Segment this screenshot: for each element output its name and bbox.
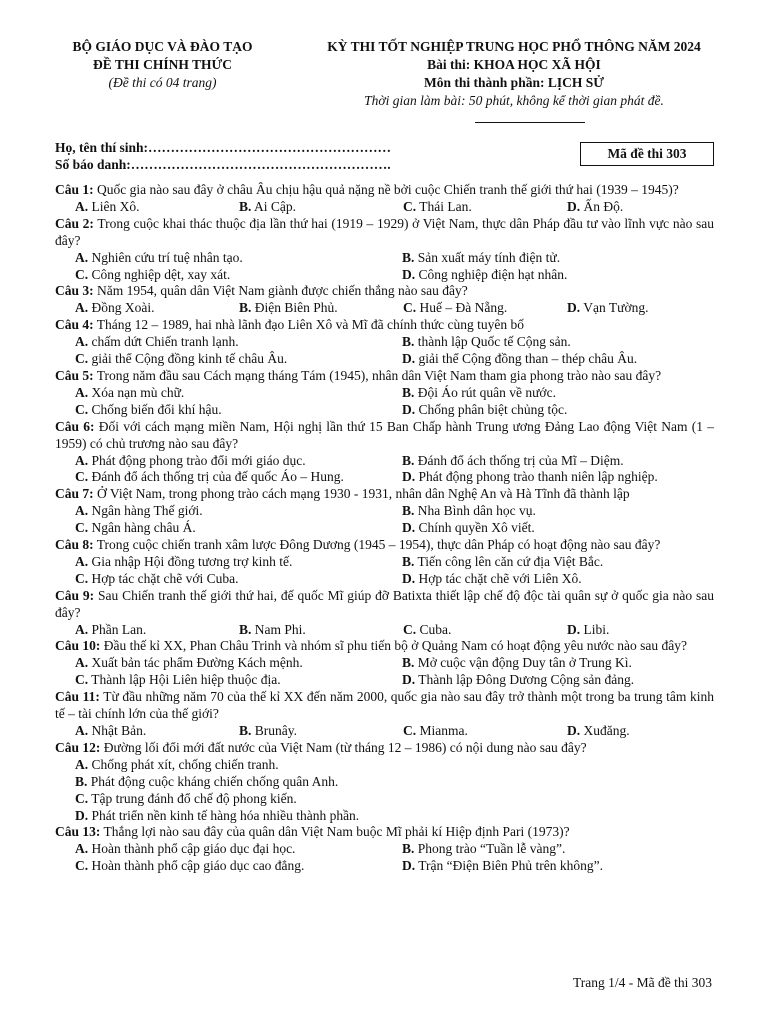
answer-option (75, 757, 714, 774)
option-text: Thành lập Đông Dương Cộng sản đảng. (418, 672, 635, 688)
answer-options (55, 453, 714, 487)
option-letter: C. (75, 266, 89, 282)
answer-option (75, 469, 402, 486)
option-letter: A. (75, 756, 89, 772)
answer-option (75, 774, 714, 791)
option-text: Đánh đổ ách thống trị của đế quốc Áo – Hung. (91, 469, 344, 485)
option-letter: B. (239, 300, 252, 316)
answer-option (75, 808, 714, 825)
option-letter: A. (75, 621, 89, 637)
option-letter: A. (75, 334, 89, 350)
answer-option (239, 300, 403, 317)
option-text: Cuba. (419, 621, 452, 637)
answer-option (75, 351, 402, 368)
question-9 (55, 588, 714, 639)
question-number: Câu 5: (55, 367, 94, 383)
question-text: Đường lối đổi mới đất nước của Việt Nam (từ tháng 12 – 1986) có nội dung nào sau đây? (103, 739, 587, 755)
candidate-name-field: Họ, tên thí sinh:……………………………………………… (55, 140, 392, 155)
answer-option (402, 453, 714, 470)
option-text: Thái Lan. (419, 198, 472, 214)
question-number: Câu 12: (55, 739, 101, 755)
option-text: Libi. (583, 621, 610, 637)
question-7 (55, 486, 714, 537)
question-text: Đối với cách mạng miền Nam, Hội nghị lần thứ 15 Ban Chấp hành Trung ương Đảng Lao động Việt Nam (1 – 1959) có chủ trương nào sau đây? (55, 418, 715, 451)
option-text: Đánh đổ ách thống trị của Mĩ – Diệm. (417, 452, 624, 468)
option-letter: A. (75, 723, 89, 738)
option-text: Thành lập Hội Liên hiệp thuộc địa. (91, 672, 281, 688)
exam-duration: Thời gian làm bài: 50 phút, không kể thời gian phát đề. (364, 93, 664, 108)
option-letter: C. (75, 520, 89, 536)
option-text: Ai Cập. (254, 198, 297, 214)
answer-option (403, 622, 567, 639)
option-text: Công nghiệp dệt, xay xát. (91, 266, 231, 282)
option-text: Mianma. (419, 723, 468, 738)
option-text: Mở cuộc vận động Duy tân ở Trung Kì. (417, 655, 632, 671)
page-footer: Trang 1/4 - Mã đề thi 303 (573, 975, 712, 990)
option-text: Phát động cuộc kháng chiến chống quân Anh. (90, 773, 339, 789)
option-letter: A. (75, 384, 89, 400)
question-12 (55, 740, 714, 825)
question-number: Câu 8: (55, 537, 94, 553)
question-number: Câu 6: (55, 418, 95, 434)
option-letter: A. (75, 841, 89, 857)
ministry-name: BỘ GIÁO DỤC VÀ ĐÀO TẠO (72, 39, 253, 54)
question-stem (55, 486, 714, 503)
option-text: Hợp tác chặt chẽ với Liên Xô. (418, 570, 582, 586)
answer-option (75, 334, 402, 351)
question-4 (55, 317, 714, 368)
answer-option (402, 858, 714, 875)
option-letter: D. (402, 858, 416, 874)
answer-option (75, 503, 402, 520)
option-letter: A. (75, 553, 89, 569)
answer-option (75, 841, 402, 858)
answer-option (402, 250, 714, 267)
option-letter: D. (567, 300, 581, 316)
question-list (55, 182, 714, 875)
question-2 (55, 216, 714, 284)
option-letter: C. (403, 300, 417, 316)
option-text: Phong trào “Tuần lễ vàng”. (417, 841, 566, 857)
option-text: Hoàn thành phổ cập giáo dục cao đẳng. (91, 858, 305, 874)
answer-option (75, 385, 402, 402)
answer-options (55, 199, 714, 216)
answer-option (239, 723, 403, 740)
option-letter: C. (403, 198, 417, 214)
option-letter: A. (75, 249, 89, 265)
option-letter: D. (567, 198, 581, 214)
option-text: Ấn Độ. (583, 198, 624, 214)
option-letter: B. (402, 334, 415, 350)
answer-option (75, 622, 239, 639)
option-text: Đồng Xoài. (91, 300, 155, 316)
option-text: Hoàn thành phổ cập giáo dục đại học. (91, 841, 296, 857)
option-letter: D. (402, 266, 416, 282)
option-letter: D. (402, 469, 416, 485)
exam-subject: Môn thi thành phần: LỊCH SỬ (424, 75, 604, 90)
answer-option (75, 520, 402, 537)
question-number: Câu 2: (55, 215, 94, 231)
option-letter: B. (402, 553, 415, 569)
answer-option (403, 199, 567, 216)
answer-option (75, 858, 402, 875)
question-5 (55, 368, 714, 419)
option-letter: C. (75, 351, 89, 367)
question-text: Trong năm đầu sau Cách mạng tháng Tám (1945), nhân dân Việt Nam tham gia phong trào nào sau đây? (96, 367, 662, 383)
question-number: Câu 10: (55, 638, 101, 654)
option-text: chấm dứt Chiến tranh lạnh. (91, 334, 239, 350)
question-text: Sau Chiến tranh thế giới thứ hai, đế quốc Mĩ giúp đỡ Batixta thiết lập chế độ độc tài quân sự ở quốc gia nào sau đây? (55, 587, 714, 620)
option-text: Phát động phong trào đổi mới giáo dục. (91, 452, 306, 468)
option-text: Chính quyền Xô viết. (418, 520, 535, 536)
option-text: Brunây. (254, 723, 298, 738)
official-exam-label: ĐỀ THI CHÍNH THỨC (93, 57, 232, 72)
option-letter: C. (75, 469, 89, 485)
answer-option (75, 267, 402, 284)
question-stem (55, 216, 714, 250)
option-letter: A. (75, 655, 89, 671)
answer-options (55, 757, 714, 825)
option-text: Nha Bình dân học vụ. (417, 503, 536, 519)
answer-option (402, 672, 714, 689)
option-letter: D. (402, 570, 416, 586)
exam-title-block (305, 38, 723, 110)
answer-option (402, 267, 714, 284)
option-letter: D. (402, 351, 416, 367)
answer-option (75, 672, 402, 689)
option-letter: B. (402, 655, 415, 671)
answer-option (402, 571, 714, 588)
option-letter: C. (403, 723, 417, 738)
candidate-id-field: Số báo danh:…………………………………………………. (55, 157, 391, 172)
question-text: Năm 1954, quân dân Việt Nam giành được chiến thắng nào sau đây? (97, 283, 468, 299)
exam-title: KỲ THI TỐT NGHIỆP TRUNG HỌC PHỔ THÔNG NĂM 2024 (327, 39, 701, 54)
option-letter: D. (567, 723, 581, 738)
page-count-note: (Đề thi có 04 trang) (108, 75, 217, 90)
option-text: Nghiên cứu trí tuệ nhân tạo. (91, 249, 243, 265)
option-text: Công nghiệp điện hạt nhân. (418, 266, 568, 282)
option-letter: C. (75, 790, 89, 806)
answer-option (75, 402, 402, 419)
question-stem (55, 419, 714, 453)
option-letter: C. (403, 621, 417, 637)
option-text: Huế – Đà Nẵng. (419, 300, 508, 316)
answer-options (55, 655, 714, 689)
option-letter: D. (402, 672, 416, 688)
question-stem (55, 317, 714, 334)
option-letter: D. (75, 807, 89, 823)
exam-code-box: Mã đề thi 303 (580, 142, 714, 166)
exam-header (55, 38, 723, 128)
question-stem (55, 740, 714, 757)
question-number: Câu 3: (55, 283, 94, 299)
question-8 (55, 537, 714, 588)
answer-option (75, 199, 239, 216)
answer-option (402, 469, 714, 486)
option-text: Vạn Tường. (583, 300, 649, 316)
question-text: Thắng lợi nào sau đây của quân dân Việt Nam buộc Mĩ phải kí Hiệp định Pari (1973)? (103, 824, 570, 840)
question-number: Câu 13: (55, 824, 101, 840)
answer-option (402, 554, 714, 571)
option-text: Chống phát xít, chống chiến tranh. (91, 756, 279, 772)
option-letter: C. (75, 672, 89, 688)
answer-option (75, 791, 714, 808)
option-letter: B. (402, 249, 415, 265)
option-letter: A. (75, 198, 89, 214)
answer-options (55, 334, 714, 368)
answer-options (55, 622, 714, 639)
question-number: Câu 9: (55, 587, 95, 603)
question-6 (55, 419, 714, 487)
candidate-info (55, 139, 391, 173)
option-text: Phần Lan. (91, 621, 147, 637)
question-number: Câu 1: (55, 182, 94, 197)
answer-option (75, 723, 239, 740)
question-text: Quốc gia nào sau đây ở châu Âu chịu hậu quả nặng nề bởi cuộc Chiến tranh thế giới thứ hai (1939 – 1945)? (97, 182, 679, 197)
option-letter: B. (75, 773, 88, 789)
question-number: Câu 4: (55, 317, 94, 333)
option-text: Gia nhập Hội đồng tương trợ kinh tế. (91, 553, 293, 569)
answer-option (239, 622, 403, 639)
option-letter: C. (75, 570, 89, 586)
answer-option (75, 655, 402, 672)
option-letter: B. (402, 384, 415, 400)
option-letter: B. (402, 841, 415, 857)
option-text: giải thể Cộng đồng kinh tế châu Âu. (91, 351, 288, 367)
answer-option (567, 723, 714, 740)
question-stem (55, 182, 714, 199)
question-10 (55, 638, 714, 689)
answer-option (402, 385, 714, 402)
option-text: Tập trung đánh đổ chế độ phong kiến. (91, 790, 297, 806)
answer-option (567, 622, 714, 639)
option-letter: D. (567, 621, 581, 637)
option-letter: C. (75, 858, 89, 874)
answer-option (403, 723, 567, 740)
option-text: Phát triển nền kinh tế hàng hóa nhiều thành phần. (91, 807, 360, 823)
option-text: Liên Xô. (91, 198, 140, 214)
answer-option (567, 300, 714, 317)
answer-options (55, 503, 714, 537)
question-stem (55, 689, 714, 723)
exam-subject-group: Bài thi: KHOA HỌC XÃ HỘI (427, 57, 601, 72)
question-number: Câu 11: (55, 689, 100, 705)
answer-options (55, 300, 714, 317)
option-text: thành lập Quốc tế Cộng sản. (417, 334, 571, 350)
answer-option (75, 250, 402, 267)
option-letter: D. (402, 520, 416, 536)
question-stem (55, 368, 714, 385)
answer-option (402, 334, 714, 351)
option-letter: C. (75, 401, 89, 417)
option-text: Nam Phi. (254, 621, 306, 637)
option-text: Tiến công lên căn cứ địa Việt Bắc. (417, 553, 604, 569)
answer-option (567, 199, 714, 216)
ministry-block (55, 38, 270, 92)
question-text: Trong cuộc chiến tranh xâm lược Đông Dương (1945 – 1954), thực dân Pháp có hoạt động nào sau đây? (96, 537, 661, 553)
answer-option (75, 300, 239, 317)
option-letter: A. (75, 300, 89, 316)
answer-options (55, 723, 714, 740)
answer-option (402, 503, 714, 520)
question-1 (55, 182, 714, 216)
answer-option (402, 841, 714, 858)
option-letter: B. (239, 198, 252, 214)
option-text: giải thể Cộng đồng than – thép châu Âu. (418, 351, 638, 367)
option-text: Chống phân biệt chủng tộc. (418, 401, 568, 417)
answer-option (402, 520, 714, 537)
answer-option (75, 453, 402, 470)
answer-option (403, 300, 567, 317)
option-text: Ngân hàng Thế giới. (91, 503, 203, 519)
question-11 (55, 689, 714, 740)
answer-options (55, 385, 714, 419)
option-text: Hợp tác chặt chẽ với Cuba. (91, 570, 239, 586)
option-text: Chống biến đổi khí hậu. (91, 401, 222, 417)
question-text: Tháng 12 – 1989, hai nhà lãnh đạo Liên Xô và Mĩ đã chính thức cùng tuyên bố (96, 317, 525, 333)
question-stem (55, 283, 714, 300)
answer-option (75, 571, 402, 588)
option-letter: B. (239, 621, 252, 637)
question-stem (55, 588, 714, 622)
option-letter: A. (75, 452, 89, 468)
option-letter: B. (239, 723, 252, 738)
answer-option (402, 402, 714, 419)
option-letter: B. (402, 452, 415, 468)
question-text: Đầu thế kỉ XX, Phan Châu Trinh và nhóm sĩ phu tiến bộ ở Quảng Nam có hoạt động yêu nước nào sau đây? (103, 638, 688, 654)
answer-option (402, 351, 714, 368)
option-text: Phát động phong trào thanh niên lập nghiệp. (418, 469, 658, 485)
option-text: Điện Biên Phủ. (254, 300, 338, 316)
option-letter: D. (402, 401, 416, 417)
option-letter: B. (402, 503, 415, 519)
question-text: Ở Việt Nam, trong phong trào cách mạng 1930 - 1931, nhân dân Nghệ An và Hà Tĩnh đã thành lập (97, 486, 630, 502)
option-text: Nhật Bản. (91, 723, 147, 738)
option-text: Ngân hàng châu Á. (91, 520, 196, 536)
option-text: Xuất bản tác phẩm Đường Kách mệnh. (91, 655, 303, 671)
option-text: Đội Áo rút quân về nước. (417, 384, 556, 400)
question-stem (55, 824, 714, 841)
answer-option (239, 199, 403, 216)
answer-options (55, 250, 714, 284)
option-text: Sản xuất máy tính điện tử. (417, 249, 561, 265)
option-text: Xuđăng. (583, 723, 630, 738)
option-letter: A. (75, 503, 89, 519)
question-stem (55, 638, 714, 655)
option-text: Trận “Điện Biên Phủ trên không”. (418, 858, 603, 874)
question-stem (55, 537, 714, 554)
question-text: Từ đầu những năm 70 của thế kỉ XX đến năm 2000, quốc gia nào sau đây trở thành một trong ba trung tâm kinh tế – tài chính lớn của thế giới? (55, 689, 714, 722)
question-number: Câu 7: (55, 486, 94, 502)
question-text: Trong cuộc khai thác thuộc địa lần thứ hai (1919 – 1929) ở Việt Nam, thực dân Pháp đầu tư vào lĩnh vực nào sau đây? (55, 215, 714, 248)
question-3 (55, 283, 714, 317)
answer-options (55, 554, 714, 588)
question-13 (55, 824, 714, 875)
option-text: Xóa nạn mù chữ. (91, 384, 185, 400)
answer-options (55, 841, 714, 875)
answer-option (75, 554, 402, 571)
header-underline (475, 122, 585, 123)
answer-option (402, 655, 714, 672)
